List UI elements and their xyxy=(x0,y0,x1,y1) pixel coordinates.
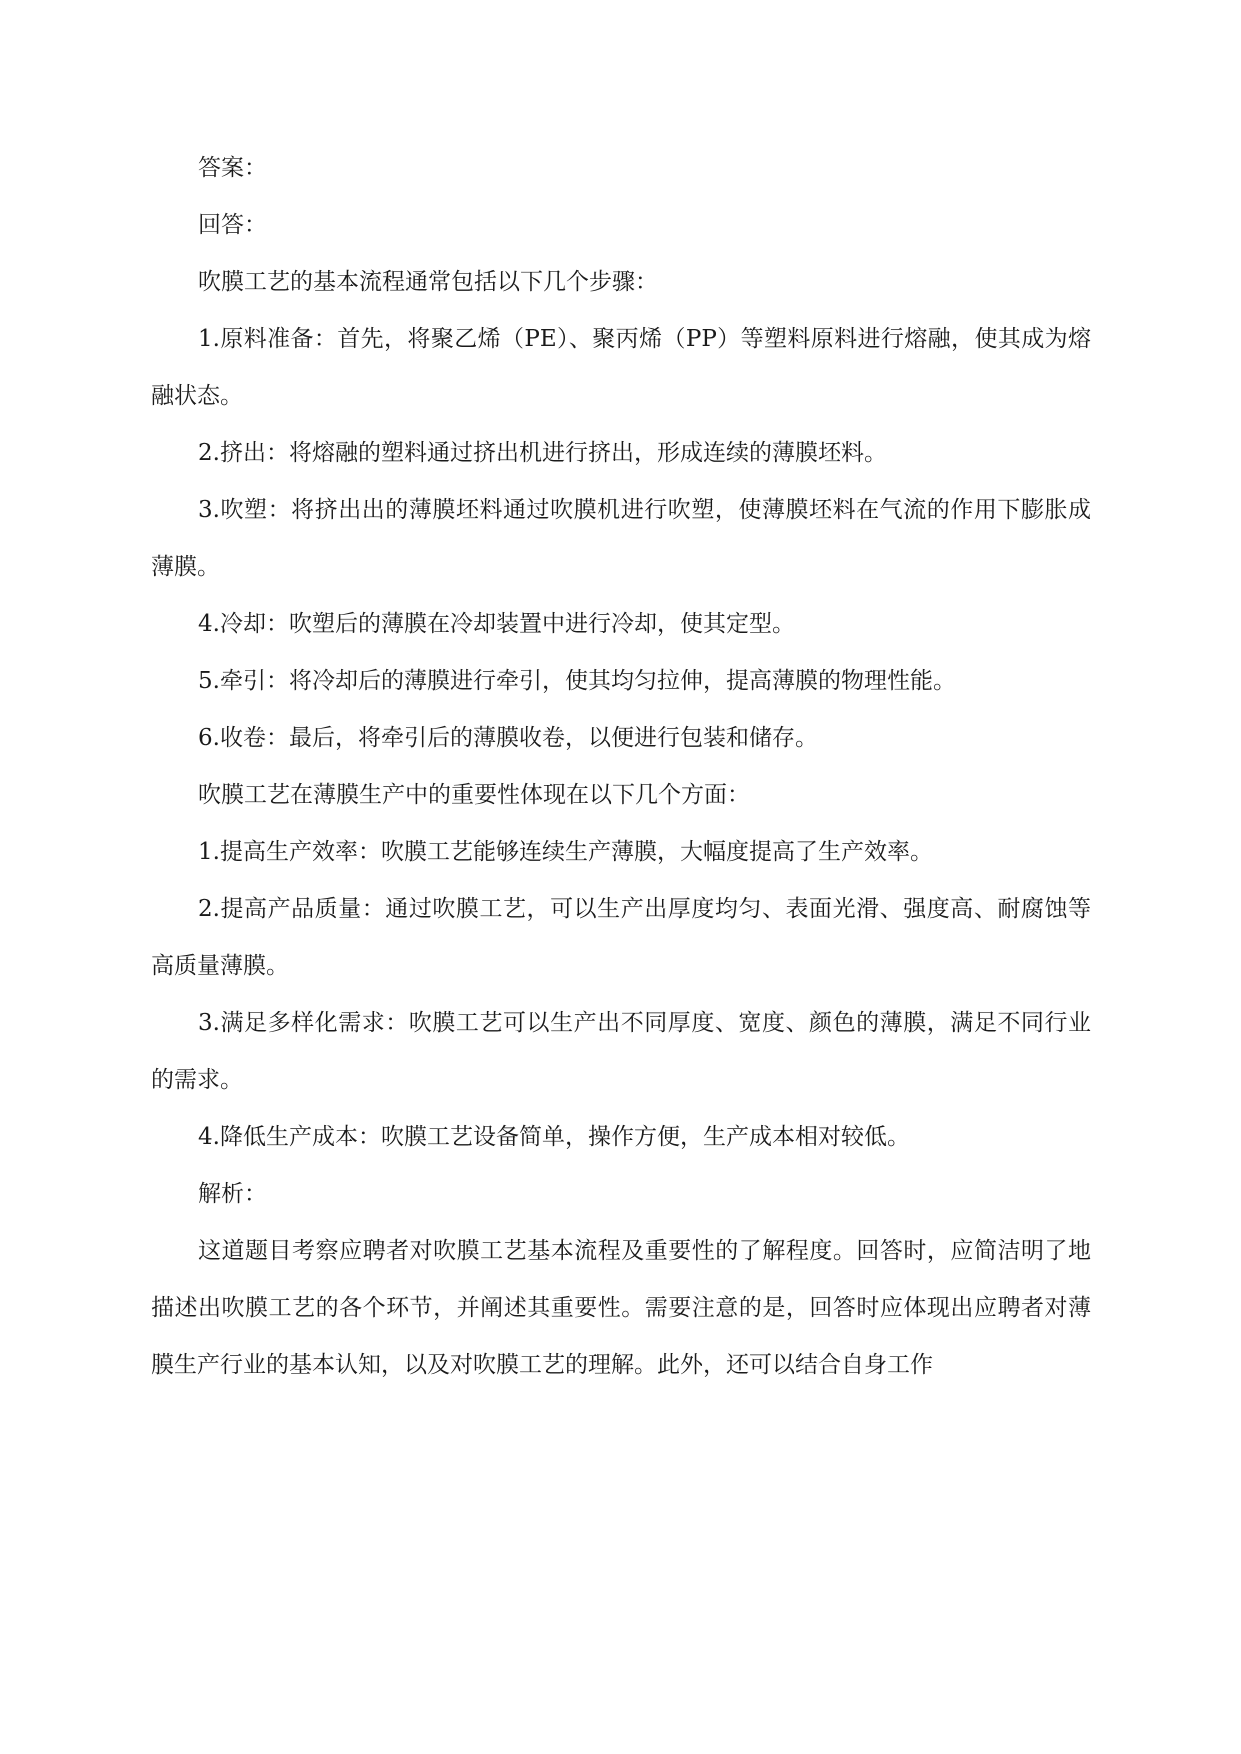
process-step-5: 5.牵引：将冷却后的薄膜进行牵引，使其均匀拉伸，提高薄膜的物理性能。 xyxy=(198,668,956,694)
importance-intro: 吹膜工艺在薄膜生产中的重要性体现在以下几个方面： xyxy=(198,782,750,808)
process-step-3: 3.吹塑：将挤出出的薄膜坯料通过吹膜机进行吹塑，使薄膜坯料在气流的作用下膨胀成薄膜。 xyxy=(151,497,1091,580)
importance-point-1: 1.提高生产效率：吹膜工艺能够连续生产薄膜，大幅度提高了生产效率。 xyxy=(198,839,933,865)
importance-point-4: 4.降低生产成本：吹膜工艺设备简单，操作方便，生产成本相对较低。 xyxy=(198,1124,910,1150)
analysis-body: 这道题目考察应聘者对吹膜工艺基本流程及重要性的了解程度。回答时，应简洁明了地描述出吹膜工艺的各个环节，并阐述其重要性。需要注意的是，回答时应体现出应聘者对薄膜生产行业的基本认知，以及对吹膜工艺的理解。此外，还可以结合自身工作 xyxy=(151,1238,1091,1378)
reply-heading: 回答： xyxy=(198,212,267,238)
process-intro: 吹膜工艺的基本流程通常包括以下几个步骤： xyxy=(198,269,658,295)
process-step-4: 4.冷却：吹塑后的薄膜在冷却装置中进行冷却，使其定型。 xyxy=(198,611,795,637)
process-step-1: 1.原料准备：首先，将聚乙烯（PE）、聚丙烯（PP）等塑料原料进行熔融，使其成为熔融状态。 xyxy=(151,326,1091,409)
document-body xyxy=(151,140,1091,1394)
importance-point-2: 2.提高产品质量：通过吹膜工艺，可以生产出厚度均匀、表面光滑、强度高、耐腐蚀等高质量薄膜。 xyxy=(151,896,1091,979)
process-step-6: 6.收卷：最后，将牵引后的薄膜收卷，以便进行包装和储存。 xyxy=(198,725,818,751)
process-step-2: 2.挤出：将熔融的塑料通过挤出机进行挤出，形成连续的薄膜坯料。 xyxy=(198,440,887,466)
answer-heading: 答案： xyxy=(198,155,267,181)
analysis-heading: 解析： xyxy=(198,1181,267,1207)
importance-point-3: 3.满足多样化需求：吹膜工艺可以生产出不同厚度、宽度、颜色的薄膜，满足不同行业的需求。 xyxy=(151,1010,1091,1093)
